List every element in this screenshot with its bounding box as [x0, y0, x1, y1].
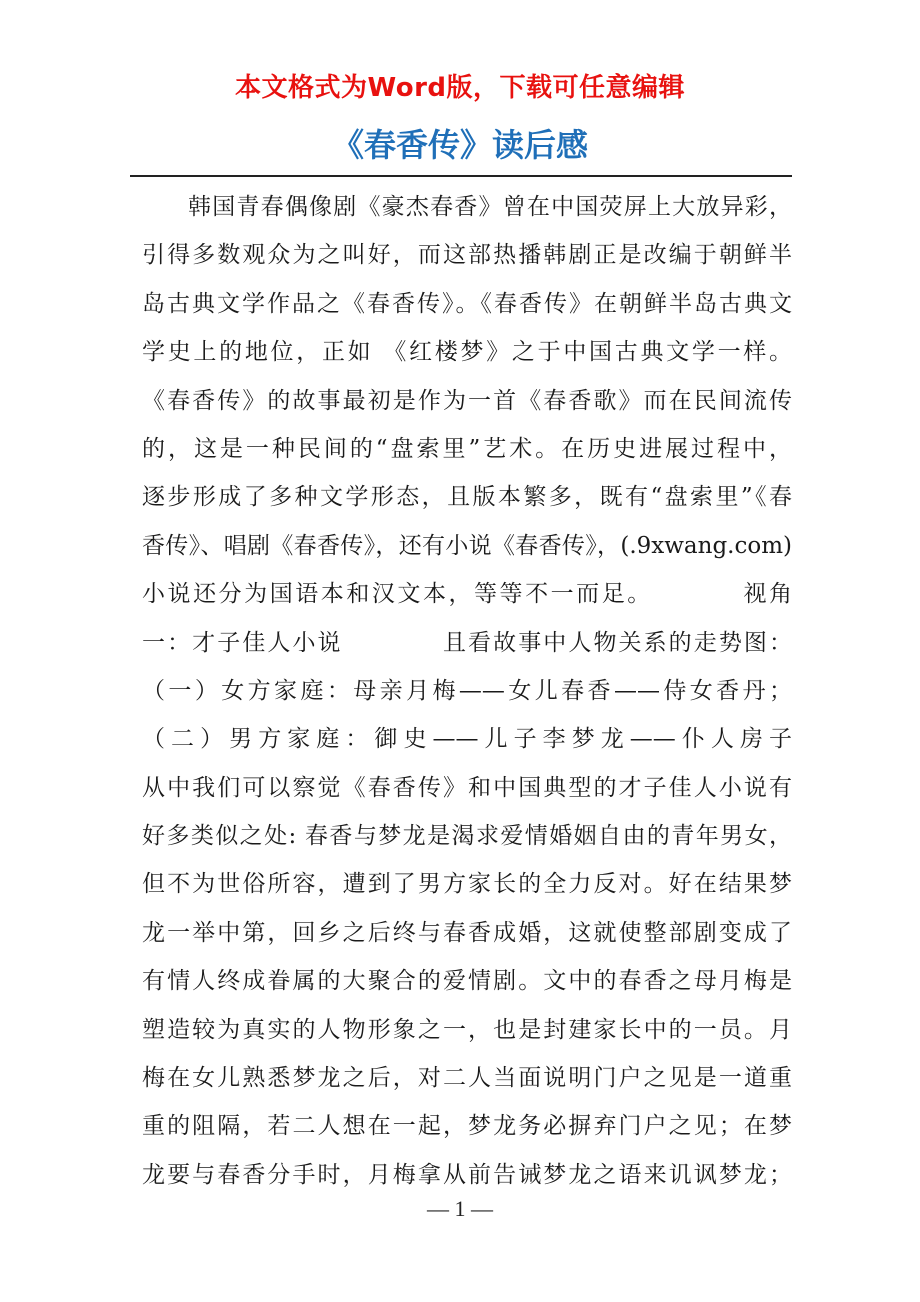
- text-line: 好多类似之处: 春香与梦龙是渴求爱情婚姻自由的青年男女，: [142, 823, 792, 850]
- text-line: 有情人终成眷属的大聚合的爱情剧。文中的春香之母月梅是: [142, 968, 792, 995]
- text-line: 但不为世俗所容，遭到了男方家长的全力反对。好在结果梦: [142, 871, 792, 898]
- text-line: 香传》、唱剧《春香传》，还有小说《春香传》，(.9xwang.com): [142, 532, 792, 559]
- text-line: 塑造较为真实的人物形象之一，也是封建家长中的一员。月: [142, 1016, 792, 1043]
- page-title: 《春香传》读后感: [331, 126, 588, 164]
- text-line: 龙一举中第，回乡之后终与春香成婚，这就使整部剧变成了: [142, 919, 792, 946]
- document-body: [142, 183, 792, 1199]
- text-line: 岛古典文学作品之《春香传》。《春香传》在朝鲜半岛古典文: [142, 290, 792, 317]
- text-line: 从中我们可以察觉《春香传》和中国典型的才子佳人小说有: [142, 774, 792, 801]
- text-line: 重的阻隔，若二人想在一起，梦龙务必摒弃门户之见；在梦: [142, 1113, 792, 1140]
- text-line: 龙要与春香分手时，月梅拿从前告诫梦龙之语来讥讽梦龙；: [142, 1161, 792, 1188]
- text-line: （二）男方家庭：御史——儿子李梦龙——仆人房子: [142, 726, 792, 753]
- text-line: 逐步形成了多种文学形态，且版本繁多，既有“盘索里”《春: [142, 484, 792, 511]
- text-line: 一：才子佳人小说 且看故事中人物关系的走势图：: [142, 629, 792, 656]
- text-line: 梅在女儿熟悉梦龙之后，对二人当面说明门户之见是一道重: [142, 1065, 792, 1092]
- text-line: 韩国青春偶像剧《豪杰春香》曾在中国荧屏上大放异彩，: [188, 194, 792, 220]
- text-line: 小说还分为国语本和汉文本，等等不一而足。 视角: [142, 581, 792, 608]
- text-line: 《春香传》的故事最初是作为一首《春香歌》而在民间流传: [142, 387, 792, 414]
- download-notice-banner: 本文格式为Word版，下载可任意编辑: [234, 73, 686, 103]
- text-line: 的，这是一种民间的“盘索里”艺术。在历史进展过程中，: [142, 435, 792, 462]
- text-line: 引得多数观众为之叫好，而这部热播韩剧正是改编于朝鲜半: [142, 242, 792, 269]
- text-line: 学史上的地位，正如 《红楼梦》之于中国古典文学一样。: [142, 339, 792, 366]
- title-divider: [130, 175, 792, 177]
- page-number: — 1 —: [427, 1196, 493, 1221]
- text-line: （一）女方家庭：母亲月梅——女儿春香——侍女香丹；: [142, 677, 792, 704]
